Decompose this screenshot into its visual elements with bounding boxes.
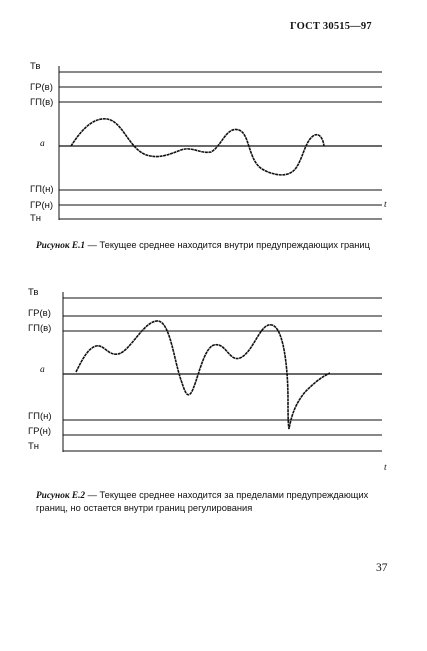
label-gr-upper: ГР(в) <box>30 82 53 93</box>
caption-label: Рисунок Е.1 <box>36 241 86 251</box>
label-gp-upper: ГП(в) <box>30 97 54 108</box>
label-gr-lower: ГР(н) <box>28 426 52 437</box>
label-gr-upper: ГР(в) <box>28 308 51 319</box>
document-header: ГОСТ 30515—97 <box>290 21 372 32</box>
caption-text: — Текущее среднее находится внутри предупреждающих границ <box>85 240 370 250</box>
figure-caption-e2 <box>36 489 396 514</box>
label-tn: Тн <box>28 441 40 452</box>
label-tv: Тв <box>30 61 41 72</box>
caption-text: — Текущее среднее находится за пределами предупреждающих границ, но остается внутри границ регулирования <box>36 490 369 513</box>
page-number: 37 <box>376 562 388 574</box>
label-gp-lower: ГП(н) <box>30 184 54 195</box>
label-t: t <box>384 463 387 473</box>
label-gp-lower: ГП(н) <box>28 411 52 422</box>
label-tv: Тв <box>28 287 39 298</box>
label-a: a <box>40 139 45 149</box>
label-tn: Тн <box>30 213 42 224</box>
label-a: a <box>40 365 45 375</box>
caption-label: Рисунок Е.2 <box>36 491 86 501</box>
label-gp-upper: ГП(в) <box>28 323 52 334</box>
label-t: t <box>384 200 387 210</box>
running-mean-curve <box>76 321 330 429</box>
label-gr-lower: ГР(н) <box>30 200 54 211</box>
